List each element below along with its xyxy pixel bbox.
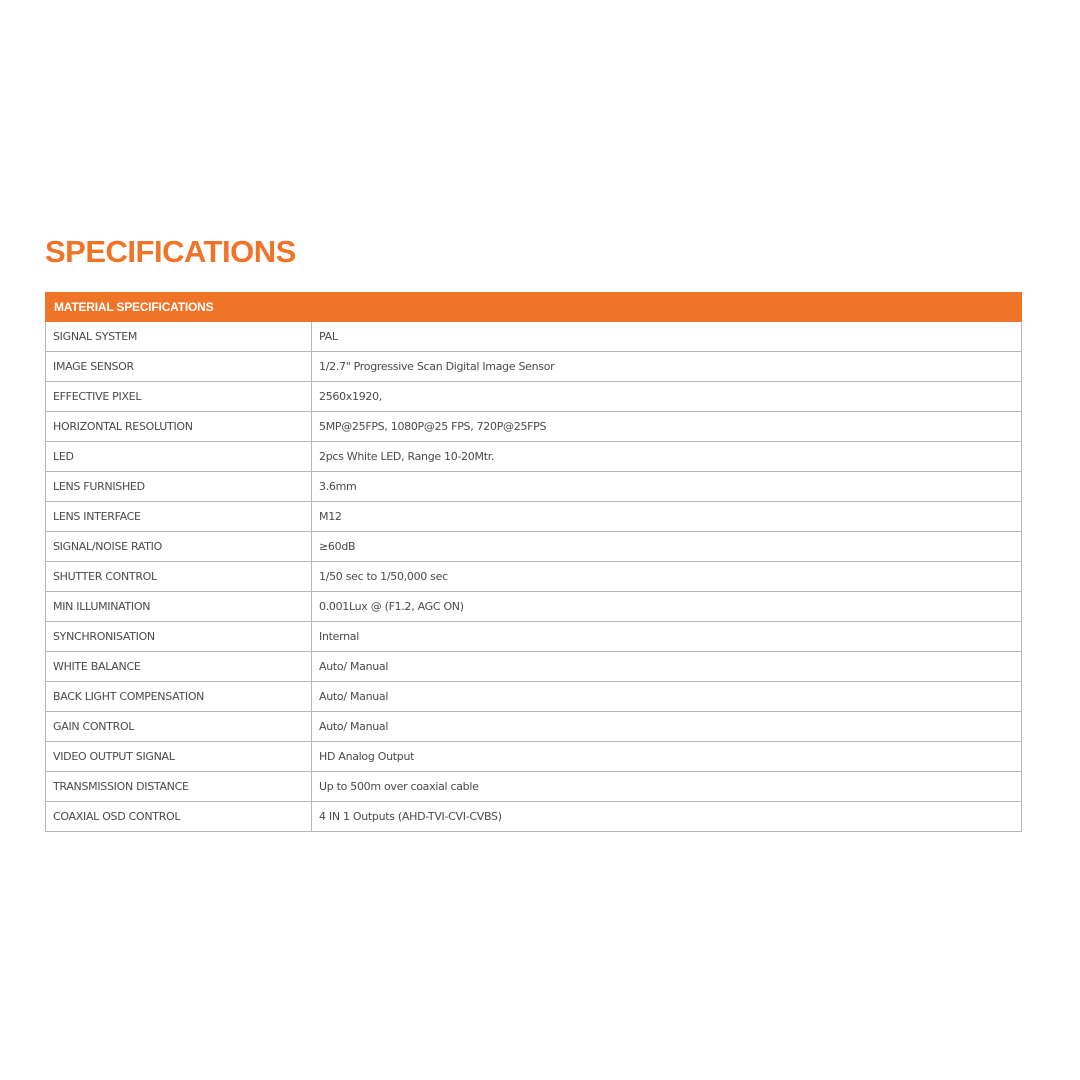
spec-value: ≥60dB — [312, 532, 1022, 562]
table-row — [46, 712, 1022, 742]
spec-value: PAL — [312, 322, 1022, 352]
table-row — [46, 802, 1022, 832]
spec-label: LED — [46, 442, 312, 472]
spec-label: SHUTTER CONTROL — [46, 562, 312, 592]
spec-label: EFFECTIVE PIXEL — [46, 382, 312, 412]
table-row — [46, 352, 1022, 382]
spec-value: 5MP@25FPS, 1080P@25 FPS, 720P@25FPS — [312, 412, 1022, 442]
table-row — [46, 622, 1022, 652]
table-header-row — [46, 293, 1022, 322]
spec-value: Auto/ Manual — [312, 682, 1022, 712]
page-title: SPECIFICATIONS — [45, 234, 296, 269]
table-row — [46, 532, 1022, 562]
spec-value: 1/2.7" Progressive Scan Digital Image Sensor — [312, 352, 1022, 382]
table-row — [46, 322, 1022, 352]
spec-label: IMAGE SENSOR — [46, 352, 312, 382]
spec-value: M12 — [312, 502, 1022, 532]
spec-label: MIN ILLUMINATION — [46, 592, 312, 622]
spec-value: 2pcs White LED, Range 10-20Mtr. — [312, 442, 1022, 472]
spec-label: SIGNAL/NOISE RATIO — [46, 532, 312, 562]
spec-label: COAXIAL OSD CONTROL — [46, 802, 312, 832]
spec-value: Up to 500m over coaxial cable — [312, 772, 1022, 802]
spec-label: HORIZONTAL RESOLUTION — [46, 412, 312, 442]
spec-value: 3.6mm — [312, 472, 1022, 502]
spec-value: 4 IN 1 Outputs (AHD-TVI-CVI-CVBS) — [312, 802, 1022, 832]
table-row — [46, 442, 1022, 472]
spec-value: HD Analog Output — [312, 742, 1022, 772]
table-row — [46, 562, 1022, 592]
table-row — [46, 652, 1022, 682]
spec-label: BACK LIGHT COMPENSATION — [46, 682, 312, 712]
spec-value: 2560x1920, — [312, 382, 1022, 412]
spec-label: LENS FURNISHED — [46, 472, 312, 502]
table-row — [46, 742, 1022, 772]
table-row — [46, 502, 1022, 532]
spec-value: 1/50 sec to 1/50,000 sec — [312, 562, 1022, 592]
spec-value: Auto/ Manual — [312, 652, 1022, 682]
table-header: MATERIAL SPECIFICATIONS — [46, 293, 1022, 322]
spec-value: Internal — [312, 622, 1022, 652]
specifications-table — [45, 292, 1022, 832]
table-row — [46, 772, 1022, 802]
spec-label: SIGNAL SYSTEM — [46, 322, 312, 352]
spec-value: 0.001Lux @ (F1.2, AGC ON) — [312, 592, 1022, 622]
spec-label: SYNCHRONISATION — [46, 622, 312, 652]
spec-label: TRANSMISSION DISTANCE — [46, 772, 312, 802]
table-row — [46, 682, 1022, 712]
spec-label: VIDEO OUTPUT SIGNAL — [46, 742, 312, 772]
spec-label: GAIN CONTROL — [46, 712, 312, 742]
table-row — [46, 472, 1022, 502]
table-row — [46, 592, 1022, 622]
spec-label: LENS INTERFACE — [46, 502, 312, 532]
spec-value: Auto/ Manual — [312, 712, 1022, 742]
spec-label: WHITE BALANCE — [46, 652, 312, 682]
table-row — [46, 382, 1022, 412]
table-row — [46, 412, 1022, 442]
